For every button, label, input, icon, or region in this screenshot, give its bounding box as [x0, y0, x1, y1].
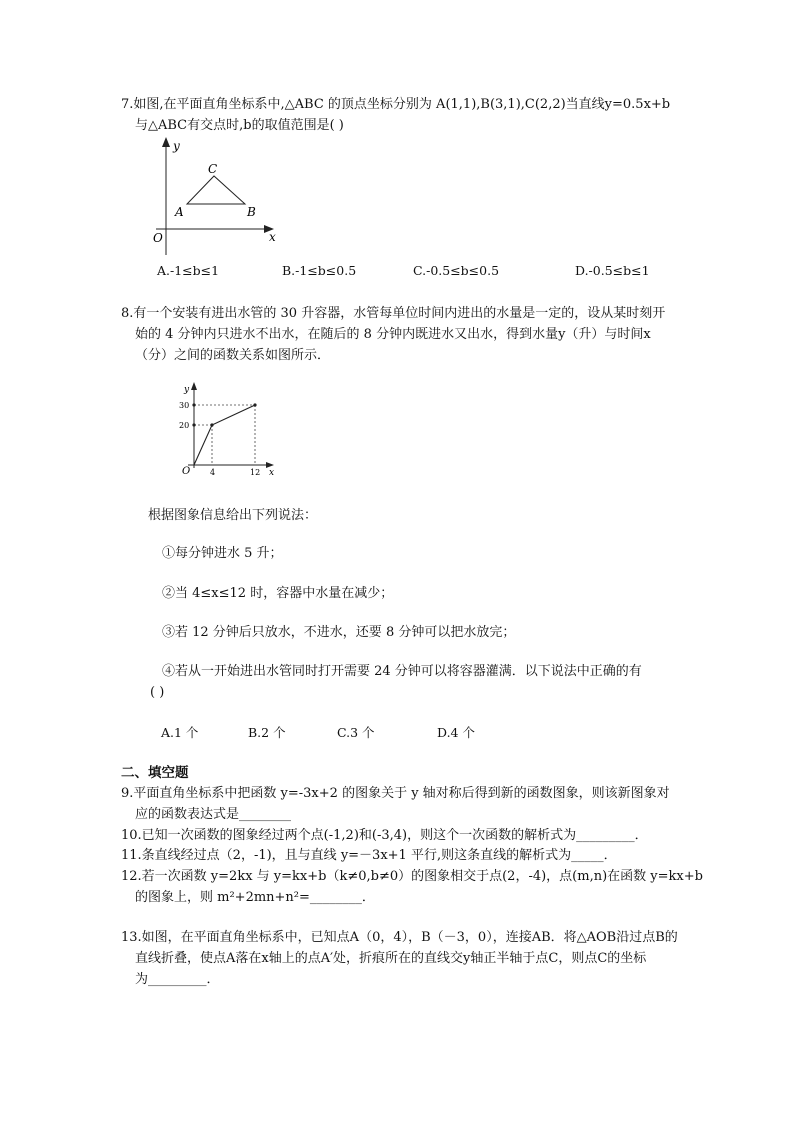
q12-text-line2: 的图象上，则 m²+2mn+n²=________．: [135, 890, 375, 905]
q8-statement-2: ②当 4≤x≤12 时，容器中水量在减少；: [162, 586, 394, 601]
q11-text: 11.条直线经过点（2，-1)，且与直线 y=－3x+1 平行,则这条直线的解析式为_____．: [121, 848, 617, 863]
figure2-point-4-20: [210, 423, 213, 426]
figure2-point-y20: [192, 423, 195, 426]
q8-option-a: A.1 个: [161, 725, 199, 740]
triangle-figure: [140, 135, 290, 260]
figure1-label-c: C: [208, 162, 218, 176]
q10-text: 10.已知一次函数的图象经过两个点(-1,2)和(-3,4)，则这个一次函数的解析式为_________．: [121, 828, 648, 843]
q7-option-c: C.-0.5≤b≤0.5: [413, 263, 500, 278]
q8-answer-bracket: ( ): [150, 685, 165, 700]
triangle-abc: [187, 176, 245, 204]
q7-text-line2: 与△ABC有交点时,b的取值范围是( ): [135, 118, 344, 133]
figure2-label-4: 4: [210, 468, 216, 477]
figure1-y-arrow: [162, 137, 170, 147]
figure2-graph-line: [194, 405, 255, 465]
q13-text-line1: 13.如图，在平面直角坐标系中，已知点A（0，4），B（－3，0），连接AB．将△AOB沿过点B的: [121, 930, 678, 945]
q8-text-line3: （分）之间的函数关系如图所示．: [135, 348, 331, 363]
q7-option-b: B.-1≤b≤0.5: [282, 263, 357, 278]
q8-statement-4: ④若从一开始进出水管同时打开需要 24 分钟可以将容器灌满．以下说法中正确的有: [162, 664, 642, 679]
q12-text-line1: 12.若一次函数 y=2kx 与 y=kx+b（k≠0,b≠0）的图象相交于点(2，-4)，点(m,n)在函数 y=kx+b: [121, 869, 703, 884]
q8-option-b: B.2 个: [248, 725, 286, 740]
q7-option-d: D.-0.5≤b≤1: [575, 263, 650, 278]
figure1-label-x: x: [269, 230, 276, 244]
q13-text-line3: 为_________．: [135, 972, 220, 987]
q8-option-d: D.4 个: [437, 725, 475, 740]
q7-option-a: A.-1≤b≤1: [157, 263, 220, 278]
figure2-y-arrow: [191, 382, 197, 390]
q8-text-line1: 8.有一个安装有进出水管的 30 升容器，水管每单位时间内进出的水量是一定的，设从某时刻开: [121, 306, 666, 321]
section-heading-fill-blank: 二、填空题: [121, 765, 189, 781]
figure1-label-a: A: [175, 205, 184, 219]
q7-text-line1: 7.如图,在平面直角坐标系中,△ABC 的顶点坐标分别为 A(1,1),B(3,1),C(2,2)当直线y=0.5x+b: [121, 97, 671, 112]
q13-text-line2: 直线折叠，使点A落在x轴上的点A′处，折痕所在的直线交y轴正半轴于点C，则点C的坐标: [135, 951, 647, 966]
q8-intro: 根据图象信息给出下列说法：: [148, 508, 318, 523]
figure1-label-b: B: [247, 205, 256, 219]
figure2-label-30: 30: [179, 401, 190, 410]
figure1-label-origin: O: [153, 231, 163, 245]
figure2-label-x: x: [269, 468, 275, 478]
q9-text-line1: 9.平面直角坐标系中把函数 y=-3x+2 的图象关于 y 轴对称后得到新的函数图象，则该新图象对: [121, 786, 670, 801]
figure2-point-12-30: [253, 403, 256, 406]
figure2-point-y30: [192, 403, 195, 406]
water-graph-figure: [170, 378, 280, 478]
q8-statement-3: ③若 12 分钟后只放水，不进水，还要 8 分钟可以把水放完；: [162, 625, 516, 640]
q8-option-c: C.3 个: [337, 725, 375, 740]
q9-text-line2: 应的函数表达式是________: [135, 807, 292, 822]
q8-text-line2: 始的 4 分钟内只进水不出水，在随后的 8 分钟内既进水又出水，得到水量y（升）与时间x: [135, 327, 651, 342]
figure1-label-y: y: [173, 139, 180, 153]
figure2-label-y: y: [184, 385, 190, 395]
figure2-label-20: 20: [179, 421, 190, 430]
figure2-label-12: 12: [250, 468, 261, 477]
figure2-label-origin: O: [182, 466, 191, 477]
q8-statement-1: ①每分钟进水 5 升；: [162, 546, 283, 561]
